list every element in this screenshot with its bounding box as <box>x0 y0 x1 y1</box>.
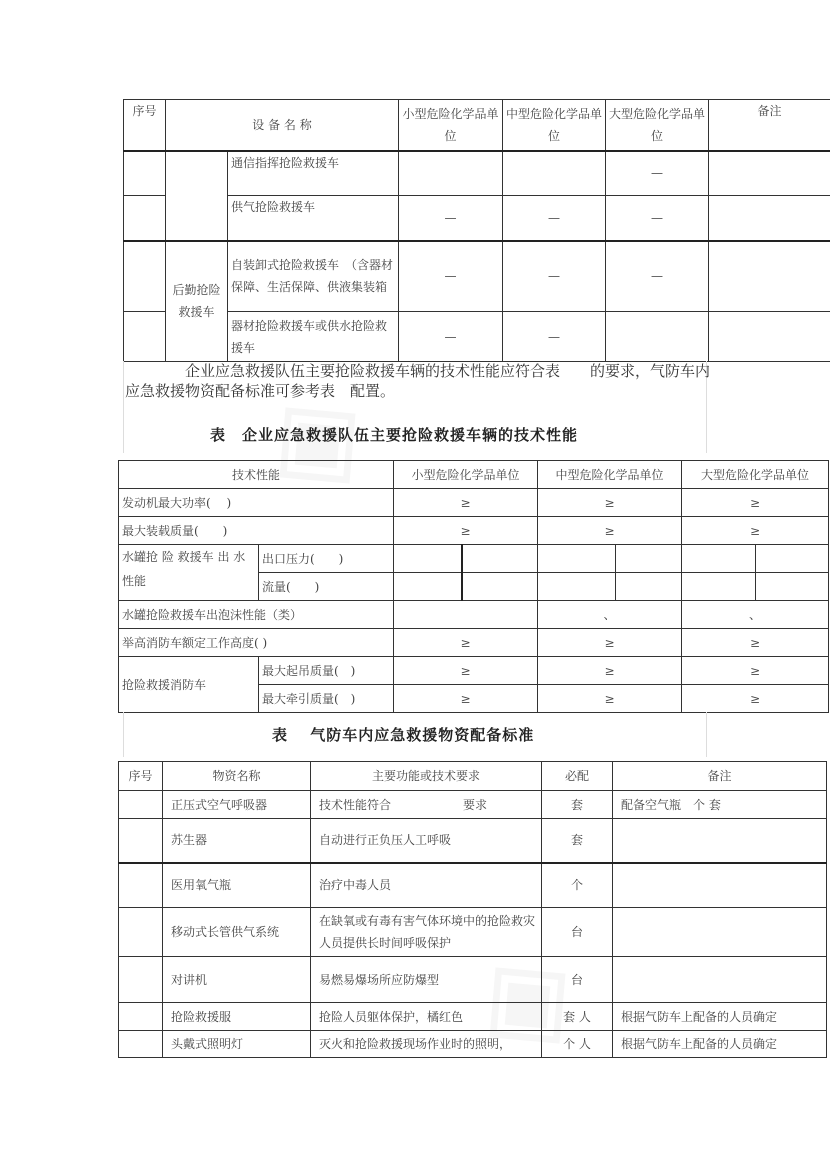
table-row: 水罐抢险救援车出泡沫性能（类） 、 、 <box>119 601 829 629</box>
item-remarks <box>613 819 827 863</box>
table-row: 举高消防车额定工作高度( ) ≥ ≥ ≥ <box>119 629 829 657</box>
item-function: 易燃易爆场所应防爆型 <box>311 957 542 1003</box>
item-remarks <box>613 908 827 957</box>
index-cell <box>119 791 163 819</box>
table-row <box>119 791 827 819</box>
index-cell <box>119 863 163 908</box>
item-name: 医用氧气瓶 <box>163 863 311 908</box>
table-row <box>119 957 827 1003</box>
item-remarks <box>613 957 827 1003</box>
item-required: 套 人 <box>542 1003 613 1031</box>
item-name: 正压式空气呼吸器 <box>163 791 311 819</box>
equipment-name: 器材抢险救援车或供水抢险救援车 <box>228 312 399 362</box>
header-index: 序号 <box>119 762 163 791</box>
item-required: 个 <box>542 863 613 908</box>
item-function: 自动进行正负压人工呼吸 <box>311 819 542 863</box>
item-remarks <box>613 863 827 908</box>
table-row: 最大牵引质量( ) ≥ ≥ ≥ <box>119 685 829 713</box>
table-row: 抢险救援消防车 最大起吊质量( ) ≥ ≥ ≥ <box>119 657 829 685</box>
table-row: 最大装载质量( ) ≥ ≥ ≥ <box>119 517 829 545</box>
table-row <box>119 863 827 908</box>
header-medium: 中型危险化学品单位 <box>538 461 682 489</box>
index-cell <box>119 1003 163 1031</box>
item-remarks: 根据气防车上配备的人员确定 <box>613 1003 827 1031</box>
header-performance: 技术性能 <box>119 461 394 489</box>
table-row <box>119 1031 827 1058</box>
equipment-name: 供气抢险救援车 <box>228 196 399 241</box>
item-required: 套 <box>542 791 613 819</box>
index-cell <box>119 957 163 1003</box>
item-name: 抢险救援服 <box>163 1003 311 1031</box>
item-name: 苏生器 <box>163 819 311 863</box>
rescue-supplies-table <box>118 761 827 1058</box>
item-required: 个 人 <box>542 1031 613 1058</box>
header-item-name: 物资名称 <box>163 762 311 791</box>
header-small: 小型危险化学品单位 <box>394 461 538 489</box>
item-function: 技术性能符合 要求 <box>311 791 542 819</box>
vehicle-equipment-table <box>123 99 830 362</box>
table-row: 后勤抢险救援车 自装卸式抢险救援车 （含器材保障、生活保障、供液集装箱 — — — <box>124 241 830 312</box>
table-row <box>119 908 827 957</box>
item-remarks: 配备空气瓶 个 套 <box>613 791 827 819</box>
item-required: 台 <box>542 908 613 957</box>
table-row: 通信指挥抢险救援车 — <box>124 151 830 196</box>
table-row <box>119 1003 827 1031</box>
equipment-name: 自装卸式抢险救援车 （含器材保障、生活保障、供液集装箱 <box>228 241 399 312</box>
item-required: 套 <box>542 819 613 863</box>
table-row: 器材抢险救援车或供水抢险救援车 — — <box>124 312 830 362</box>
header-remarks: 备注 <box>709 100 830 151</box>
item-remarks: 根据气防车上配备的人员确定 <box>613 1031 827 1058</box>
header-medium: 中型危险化学品单位 <box>503 100 606 151</box>
header-index: 序号 <box>124 100 166 151</box>
table-row <box>119 819 827 863</box>
table3-title: 表 气防车内应急救援物资配备标准 <box>272 726 535 744</box>
header-remarks: 备注 <box>613 762 827 791</box>
index-cell <box>119 908 163 957</box>
item-function: 抢险人员躯体保护，橘红色 <box>311 1003 542 1031</box>
item-function: 灭火和抢险救援现场作业时的照明， <box>311 1031 542 1058</box>
table-row: 水罐抢 险 救援车 出 水性能 出口压力( ) <box>119 545 829 573</box>
table-row: 供气抢险救援车 — — — <box>124 196 830 241</box>
header-function: 主要功能或技术要求 <box>311 762 542 791</box>
header-small: 小型危险化学品单位 <box>399 100 503 151</box>
item-function: 在缺氧或有毒有害气体环境中的抢险救灾人员提供长时间呼吸保护 <box>311 908 542 957</box>
item-name: 移动式长管供气系统 <box>163 908 311 957</box>
header-large: 大型危险化学品单位 <box>606 100 709 151</box>
equipment-name: 通信指挥抢险救援车 <box>228 151 399 196</box>
header-equipment-name: 设 备 名 称 <box>166 100 399 151</box>
item-name: 头戴式照明灯 <box>163 1031 311 1058</box>
index-cell <box>119 1031 163 1058</box>
item-function: 治疗中毒人员 <box>311 863 542 908</box>
header-required: 必配 <box>542 762 613 791</box>
table-row: 流量( ) <box>119 573 829 601</box>
group-label: 后勤抢险救援车 <box>166 241 228 362</box>
table-row: 发动机最大功率( ) ≥ ≥ ≥ <box>119 489 829 517</box>
item-name: 对讲机 <box>163 957 311 1003</box>
table2-title: 表 企业应急救援队伍主要抢险救援车辆的技术性能 <box>210 426 579 444</box>
item-required: 台 <box>542 957 613 1003</box>
header-large: 大型危险化学品单位 <box>682 461 829 489</box>
vehicle-performance-table <box>118 460 829 713</box>
index-cell <box>119 819 163 863</box>
body-paragraph: 企业应急救援队伍主要抢险救援车辆的技术性能应符合表 的要求，气防车内应急救援物资配备标准可参考表 配置。 <box>125 362 711 400</box>
